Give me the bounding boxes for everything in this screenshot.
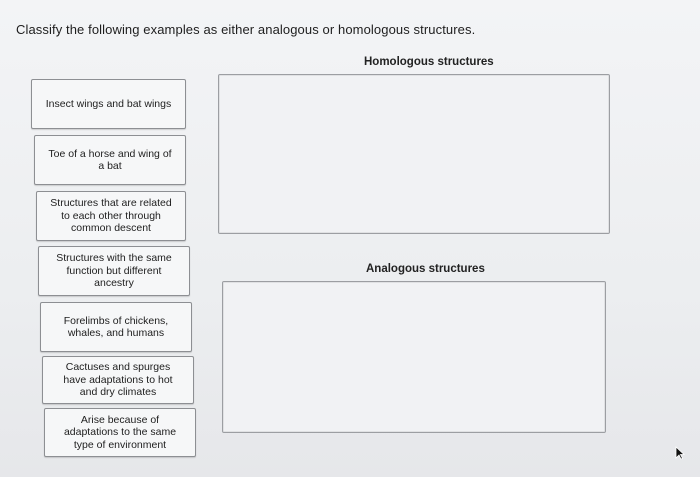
card-label: Forelimbs of chickens, whales, and humans — [63, 314, 169, 339]
card-same-environment[interactable] — [44, 408, 196, 457]
card-label: Arise because of adaptations to the same type of environment — [63, 413, 177, 451]
card-label: Structures with the same function but different ancestry — [56, 252, 172, 290]
card-insect-bat-wings[interactable] — [31, 79, 186, 129]
homologous-title: Homologous structures — [364, 56, 494, 68]
card-label: Cactuses and spurges have adaptations to hot and dry climates — [63, 361, 173, 399]
instruction-text: Classify the following examples as either analogous or homologous structures. — [16, 22, 476, 37]
analogous-dropzone[interactable] — [222, 281, 606, 433]
homologous-dropzone[interactable] — [218, 74, 610, 234]
card-horse-toe-bat-wing[interactable] — [34, 135, 186, 185]
analogous-title: Analogous structures — [366, 263, 485, 275]
card-label: Structures that are related to each other through common descent — [50, 197, 172, 235]
card-label: Toe of a horse and wing of a bat — [48, 147, 172, 172]
card-label: Insect wings and bat wings — [45, 97, 172, 110]
mouse-cursor-icon — [675, 446, 685, 460]
card-same-function-different-ancestry[interactable] — [38, 246, 190, 296]
card-forelimbs[interactable] — [40, 302, 192, 352]
card-cactuses-spurges[interactable] — [42, 356, 194, 404]
card-common-descent[interactable] — [36, 191, 186, 241]
